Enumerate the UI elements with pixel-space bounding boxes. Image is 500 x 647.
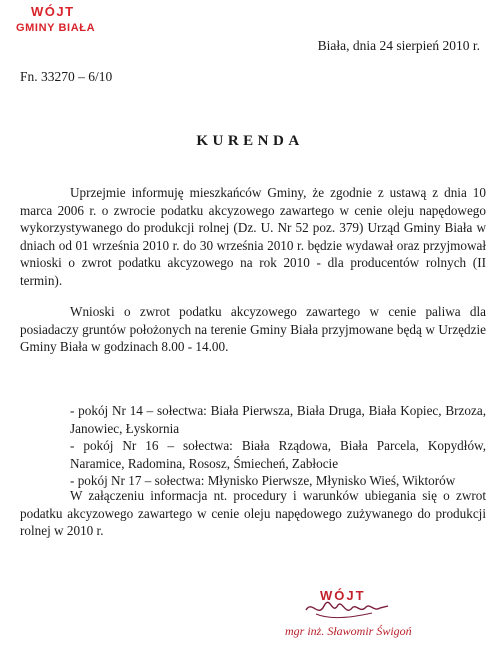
place-date: Biała, dnia 24 sierpień 2010 r. (317, 38, 480, 53)
paragraph-1: Uprzejmie informuję mieszkańców Gminy, że zgodnie z ustawą z dnia 10 marca 2006 r. o zwrocie podatku akcyzowego zawartego w cenie oleju napędowego wykorzystywanego do produkcji rolnej (Dz. U. Nr 52 poz. 379) Urząd Gminy Biała w dniach od 01 września 2010 r. do 30 września 2010 r. będzie wydawał oraz przyjmował wnioski o zwrot podatku akcyzowego na rok 2010 - dla producentów rolnych (II termin). (20, 185, 486, 288)
room-list-item: - pokój Nr 16 – sołectwa: Biała Rządowa, Biała Parcela, Kopydłów, Naramice, Radomina, Rososz, Śmiecheń, Zabłocie (70, 438, 486, 471)
paragraph-attachment: W załączeniu informacja nt. procedury i warunków ubiegania się o zwrot podatku akcyzowego zawartego w cenie oleju napędowego zużywanego do produkcji rolnej w 2010 r. (20, 488, 486, 539)
reference-number: Fn. 33270 – 6/10 (20, 69, 113, 84)
room-list-item: - pokój Nr 17 – sołectwa: Młynisko Pierwsze, Młynisko Wieś, Wiktorów (70, 473, 456, 489)
handwritten-signature (302, 596, 392, 624)
stamp-line-2: GMINY BIAŁA (16, 22, 96, 34)
official-stamp (16, 4, 95, 34)
room-list (70, 402, 486, 490)
stamp-line-1: WÓJT (31, 4, 75, 19)
signatory-name: mgr inż. Sławomir Świgoń (285, 624, 412, 638)
signature-title: WÓJT (320, 588, 366, 603)
room-list-item: - pokój Nr 14 – sołectwa: Biała Pierwsza, Biała Druga, Biała Kopiec, Brzoza, Janowiec, Łyskornia (70, 403, 486, 436)
document-title: KURENDA (196, 133, 304, 149)
paragraph-2: Wnioski o zwrot podatku akcyzowego zawartego w cenie paliwa dla posiadaczy gruntów położonych na terenie Gminy Biała przyjmowane będą w Urzędzie Gminy Biała w godzinach 8.00 - 14.00. (20, 304, 486, 355)
